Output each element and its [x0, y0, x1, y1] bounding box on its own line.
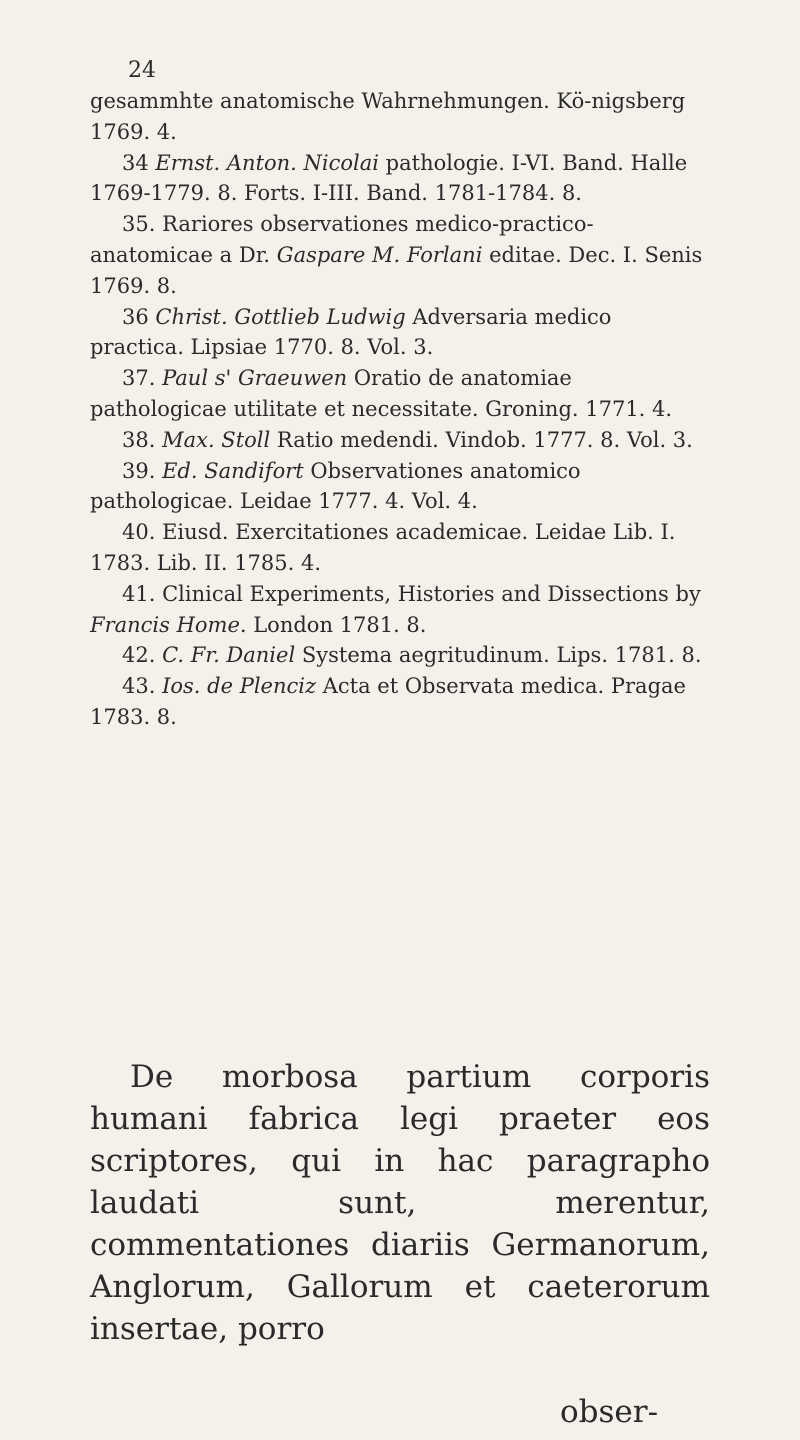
entry-text: pathologie. I-VI. Band. Halle 1769-1779. 8. Forts. I-III. Band. 1781-1784. 8.: [90, 150, 688, 206]
bibliography-entry-42: [90, 640, 710, 671]
bibliography-entry-36: [90, 302, 710, 364]
body-paragraph: De morbosa partium corporis humani fabrica legi praeter eos scriptores, qui in hac paragrapho laudati sunt, merentur, commentationes diariis Germanorum, Anglorum, Gallorum et caeterorum insertae, porro: [90, 1059, 710, 1347]
bibliography-entry-41: [90, 579, 710, 641]
entry-text: Oratio de anatomiae pathologicae utilitate et necessitate. Groning. 1771. 4.: [90, 366, 673, 421]
entry-author: Christ. Gottlieb Ludwig: [155, 304, 406, 329]
bibliography-entry-38: [90, 425, 710, 456]
entry-text: Adversaria medico practica. Lipsiae 1770. 8. Vol. 3.: [90, 304, 612, 360]
bibliography-entry-43: [90, 671, 710, 733]
entry-text: Acta et Observata medica. Pragae 1783. 8.: [90, 674, 686, 729]
entry-number: 35.: [122, 212, 156, 237]
bibliography-entry-40: [90, 517, 710, 579]
entry-number: 43.: [122, 674, 156, 699]
entry-text: Ratio medendi. Vindob. 1777. 8. Vol. 3.: [276, 427, 693, 452]
entry-text-before: Clinical Experiments, Histories and Dissections by: [162, 581, 701, 606]
entry-text: editae. Dec. I. Senis 1769. 8.: [90, 242, 703, 298]
bibliography-entry-35: [90, 209, 710, 301]
entry-number: 42.: [122, 643, 156, 668]
entry-text: Observationes anatomico pathologicae. Leidae 1777. 4. Vol. 4.: [90, 458, 581, 514]
entry-number: 40.: [122, 520, 156, 545]
entry-text-before: Rariores observationes medico-practico-anatomicae a Dr.: [90, 212, 594, 267]
entry-text: Eiusd. Exercitationes academicae. Leidae Lib. I. 1783. Lib. II. 1785. 4.: [90, 520, 676, 575]
page-number: 24: [128, 58, 156, 83]
catchword: obser-: [560, 1394, 659, 1430]
entry-author: Max. Stoll: [162, 427, 271, 452]
entry-author: Francis Home: [90, 612, 240, 637]
entry-number: 34: [122, 150, 149, 175]
entry-number: 39.: [122, 458, 156, 483]
entry-number: 41.: [122, 581, 156, 606]
bibliography-entry-39: [90, 456, 710, 518]
entry-number: 38.: [122, 427, 156, 452]
entry-author: C. Fr. Daniel: [162, 643, 296, 668]
bibliography-list: [90, 86, 710, 733]
bibliography-entry-34: [90, 148, 710, 210]
entry-text: Systema aegritudinum. Lips. 1781. 8.: [301, 643, 702, 668]
entry-author: Ios. de Plenciz: [162, 674, 317, 699]
entry-author: Gaspare M. Forlani: [276, 242, 483, 267]
bibliography-continuation: gesammhte anatomische Wahrnehmungen. Kö-nigsberg 1769. 4.: [90, 89, 686, 144]
entry-author: Ernst. Anton. Nicolai: [155, 150, 379, 175]
bibliography-entry-37: [90, 363, 710, 425]
entry-text: . London 1781. 8.: [239, 612, 427, 637]
entry-author: Ed. Sandifort: [162, 458, 304, 483]
entry-number: 37.: [122, 366, 156, 391]
entry-number: 36: [122, 304, 149, 329]
entry-author: Paul s' Graeuwen: [162, 366, 348, 391]
